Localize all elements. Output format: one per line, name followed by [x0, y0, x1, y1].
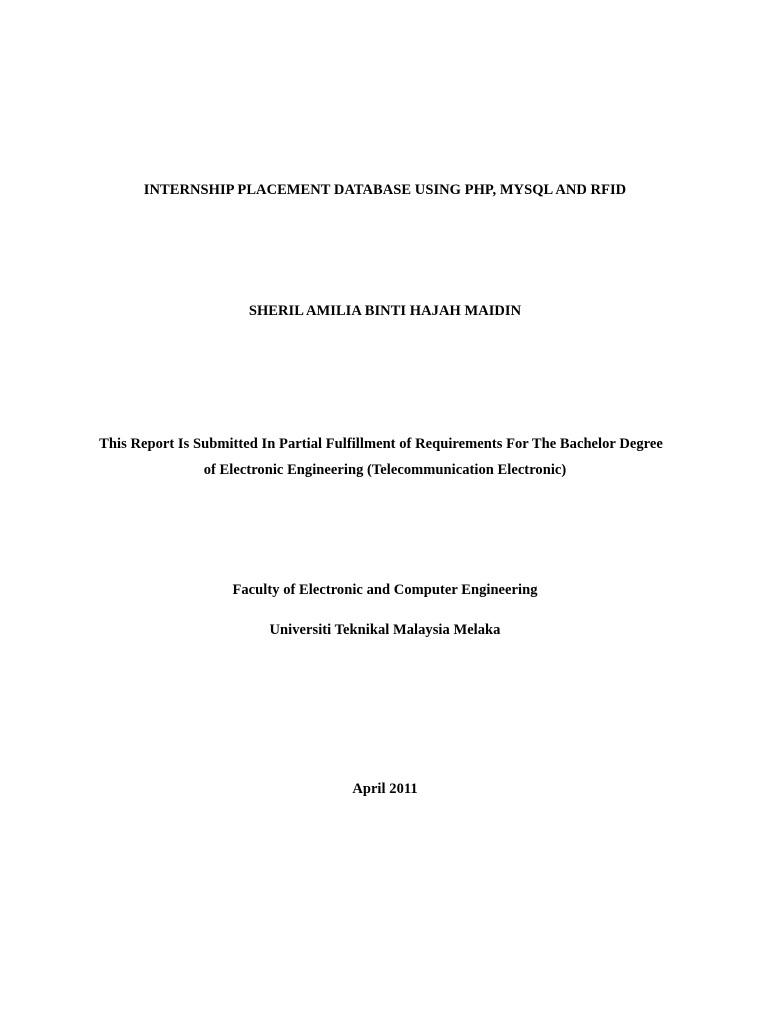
report-title: INTERNSHIP PLACEMENT DATABASE USING PHP, MYSQL AND RFID	[143, 182, 627, 198]
submission-date: April 2011	[352, 781, 418, 797]
faculty-name: Faculty of Electronic and Computer Engineering	[232, 582, 538, 598]
university-name: Universiti Teknikal Malaysia Melaka	[269, 622, 501, 638]
submission-statement-line-2: of Electronic Engineering (Telecommunication Electronic)	[203, 462, 567, 478]
submission-statement-line-1: This Report Is Submitted In Partial Fulfillment of Requirements For The Bachelor Degree	[99, 436, 663, 452]
author-name: SHERIL AMILIA BINTI HAJAH MAIDIN	[248, 303, 522, 319]
